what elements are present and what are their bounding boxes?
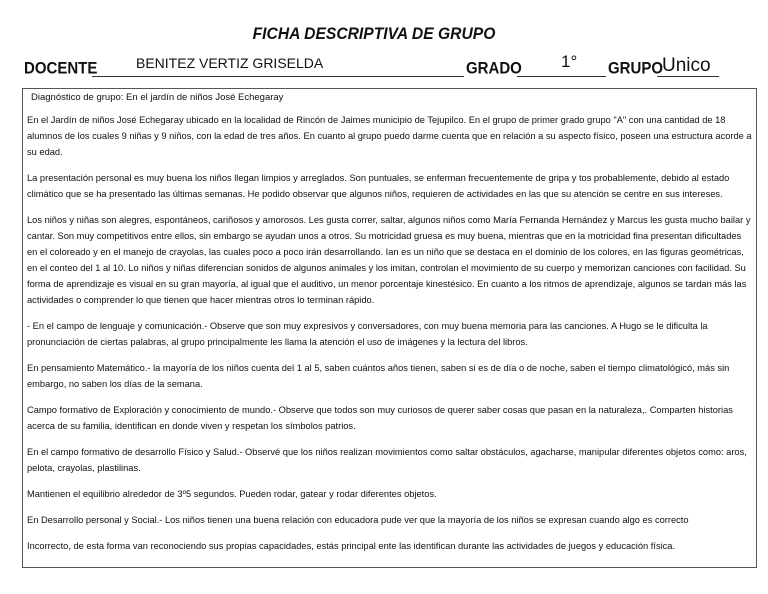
grado-value: 1° xyxy=(561,52,578,71)
paragraph-characteristics: Los niños y niñas son alegres, espontáneos, cariñosos y amorosos. Les gusta correr, saltar, algunos niños como María Fernanda Hernández y Marcus les gusta mucho bailar y cantar. Son muy competitivos entre ellos, sin embargo se ayudan unos a otros. Su motricidad gruesa es muy buena, mientras que en la motricidad fina presentan dificultades en el coloreado y en el manejo de crayolas, las cuales poco a poco irán desarrollando. Ian es un niño que se destaca en el dominio de los colores, en las figuras geométricas, en el conteo del 1 al 10. Lo niños y niñas diferencian sonidos de algunos animales y los imitan, controlan el movimiento de su cuerpo y memorizan canciones con facilidad. Su forma de aprendizaje es visual en su gran mayoría, al igual que el auditivo, un menor porcentaje kinestésico. En cuanto a los ritmos de aprendizaje, algunos se tardan más las actividades o comprender lo que tienen que hacer mientras otros lo terminan rápido. xyxy=(27,215,751,305)
paragraph-context: En el Jardín de niños José Echegaray ubicado en la localidad de Rincón de Jaimes municipio de Tejupilco. En el grupo de primer grado grupo "A" con una cantidad de 18 alumnos de los cuales 9 niñas y 9 niños, con la edad de tres años. En cuanto al grupo puedo darme cuenta que en relación a su aspecto físico, poseen una estructura acorde a su edad. xyxy=(27,115,752,157)
paragraph-exploration: Campo formativo de Exploración y conocimiento de mundo.- Observe que todos son muy curiosos de querer saber cosas que pasan en la naturaleza,. Comparten historias acerca de su familia, identifican en donde viven y respetan los símbolos patrios. xyxy=(27,405,733,431)
paragraph-social-continued: Incorrecto, de esta forma van reconociendo sus propias capacidades, estás principal ente las identifican durante las actividades de juegos y educación física. xyxy=(27,541,676,551)
grado-underline xyxy=(517,76,606,77)
page-title: FICHA DESCRIPTIVA DE GRUPO xyxy=(252,24,496,43)
grado-label: GRADO xyxy=(466,59,522,78)
docente-underline xyxy=(92,76,464,77)
paragraph-presentation: La presentación personal es muy buena los niños llegan limpios y arreglados. Son puntuales, se enferman frecuentemente de gripa y tos probablemente, debido al estado climático que se ha presentado las últimas semanas. He podido observar que algunos niños, requieren de actividades en las que su atención se centre en sus intereses. xyxy=(27,173,730,199)
docente-value: BENITEZ VERTIZ GRISELDA xyxy=(136,55,324,71)
paragraph-social: En Desarrollo personal y Social.- Los niños tienen una buena relación con educadora pude ver que la mayoría de los niños se expresan cuando algo es correcto xyxy=(27,515,689,525)
paragraph-balance: Mantienen el equilibrio alrededor de 3º5 segundos. Pueden rodar, gatear y rodar diferentes objetos. xyxy=(27,489,437,499)
paragraph-physical: En el campo formativo de desarrollo Físico y Salud.- Observé que los niños realizan movimientos como saltar obstáculos, agacharse, manipular diferentes objetos como: aros, pelota, crayolas, plastilinas. xyxy=(27,447,747,473)
description-body xyxy=(27,112,753,564)
grupo-label: GRUPO xyxy=(608,59,664,78)
paragraph-language: - En el campo de lenguaje y comunicación.- Observe que son muy expresivos y conversadores, con muy buena memoria para las canciones. A Hugo se le dificulta la pronunciación de ciertas palabras, al grupo principalmente les llama la atención el uso de imágenes y la lectura del libros. xyxy=(27,321,708,347)
diagnostico-heading: Diagnóstico de grupo: En el jardín de niños José Echegaray xyxy=(31,92,284,103)
grupo-value: Unico xyxy=(662,55,711,76)
paragraph-math: En pensamiento Matemático.- la mayoría de los niños cuenta del 1 al 5, saben cuántos años tienen, saben si es de día o de noche, saben el tiempo climatológicó, más sin embargo, no saben los días de la semana. xyxy=(27,363,730,389)
docente-label: DOCENTE xyxy=(24,59,98,78)
